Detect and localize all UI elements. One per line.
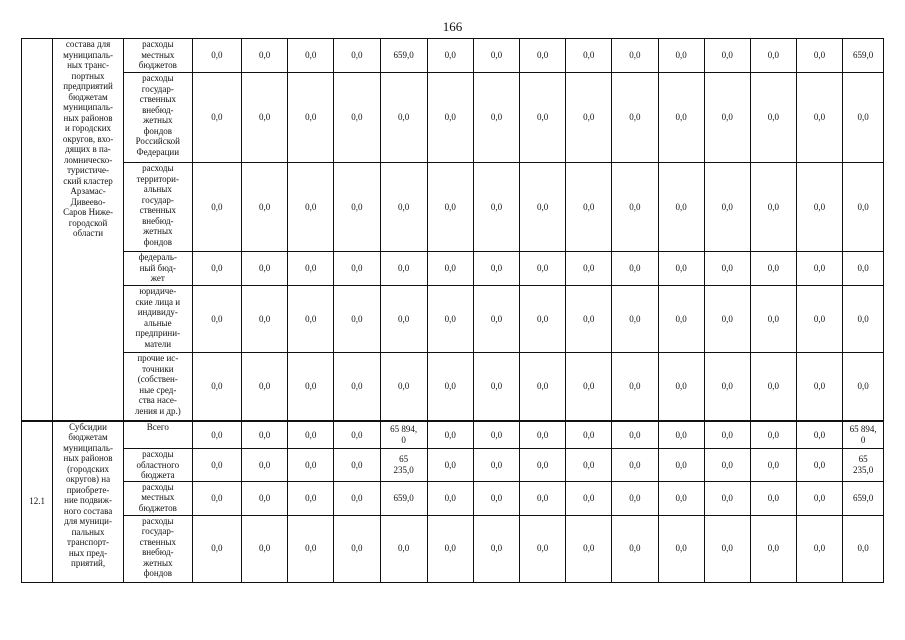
value-cell: 659,0 [843, 481, 884, 515]
value-cell: 0,0 [473, 421, 519, 449]
value-cell: 0,0 [612, 449, 658, 482]
value-cell: 0,0 [427, 481, 473, 515]
value-cell: 0,0 [192, 252, 241, 286]
value-cell: 0,0 [612, 163, 658, 252]
table-row [22, 481, 884, 515]
funding-source-cell: расходы областного бюджета [123, 449, 192, 482]
value-cell: 65 235,0 [843, 449, 884, 482]
funding-source-cell: федераль- ный бюд- жет [123, 252, 192, 286]
funding-source-cell: прочие ис- точники (собствен- ные сред- ства насе- ления и др.) [123, 353, 192, 421]
value-cell: 0,0 [704, 421, 750, 449]
budget-table [21, 38, 884, 583]
value-cell: 0,0 [612, 515, 658, 582]
value-cell: 0,0 [520, 163, 566, 252]
value-cell: 0,0 [473, 252, 519, 286]
value-cell: 0,0 [242, 286, 288, 353]
table-row [22, 449, 884, 482]
value-cell: 0,0 [566, 515, 612, 582]
value-cell: 0,0 [520, 286, 566, 353]
value-cell: 0,0 [288, 252, 334, 286]
value-cell: 0,0 [566, 73, 612, 163]
value-cell: 0,0 [380, 163, 427, 252]
value-cell: 0,0 [704, 449, 750, 482]
value-cell: 0,0 [334, 286, 380, 353]
table-row [22, 73, 884, 163]
value-cell: 0,0 [843, 163, 884, 252]
value-cell: 0,0 [427, 73, 473, 163]
value-cell: 0,0 [288, 39, 334, 73]
value-cell: 0,0 [566, 421, 612, 449]
value-cell: 0,0 [380, 515, 427, 582]
value-cell: 0,0 [242, 73, 288, 163]
value-cell: 0,0 [843, 286, 884, 353]
funding-source-cell: расходы государ- ственных внебюд- жетных фондов Российской Федерации [123, 73, 192, 163]
value-cell: 0,0 [334, 481, 380, 515]
table-row [22, 39, 884, 73]
value-cell: 0,0 [334, 73, 380, 163]
value-cell: 0,0 [612, 481, 658, 515]
value-cell: 0,0 [658, 481, 704, 515]
value-cell: 0,0 [750, 286, 796, 353]
value-cell: 0,0 [566, 252, 612, 286]
value-cell: 0,0 [473, 449, 519, 482]
value-cell: 0,0 [473, 286, 519, 353]
value-cell: 0,0 [658, 252, 704, 286]
value-cell: 0,0 [380, 286, 427, 353]
funding-source-cell: расходы территори- альных государ- ственных внебюд- жетных фондов [123, 163, 192, 252]
value-cell: 0,0 [520, 515, 566, 582]
value-cell: 0,0 [796, 515, 842, 582]
value-cell: 0,0 [242, 252, 288, 286]
table-row [22, 515, 884, 582]
value-cell: 0,0 [242, 449, 288, 482]
value-cell: 0,0 [704, 252, 750, 286]
value-cell: 0,0 [843, 353, 884, 421]
value-cell: 0,0 [796, 73, 842, 163]
value-cell: 0,0 [427, 515, 473, 582]
value-cell: 0,0 [704, 515, 750, 582]
value-cell: 0,0 [427, 449, 473, 482]
value-cell: 0,0 [704, 163, 750, 252]
table-row [22, 252, 884, 286]
row-number-cell [22, 39, 53, 421]
value-cell: 0,0 [288, 73, 334, 163]
table-row [22, 353, 884, 421]
value-cell: 0,0 [566, 449, 612, 482]
funding-source-cell: расходы местных бюджетов [123, 39, 192, 73]
value-cell: 0,0 [192, 515, 241, 582]
value-cell: 0,0 [704, 39, 750, 73]
value-cell: 0,0 [750, 421, 796, 449]
table-row [22, 421, 884, 449]
value-cell: 0,0 [242, 481, 288, 515]
value-cell: 0,0 [427, 421, 473, 449]
value-cell: 0,0 [520, 39, 566, 73]
value-cell: 0,0 [796, 421, 842, 449]
value-cell: 0,0 [427, 286, 473, 353]
value-cell: 0,0 [658, 449, 704, 482]
value-cell: 0,0 [566, 163, 612, 252]
value-cell: 0,0 [192, 73, 241, 163]
value-cell: 0,0 [658, 163, 704, 252]
value-cell: 659,0 [843, 39, 884, 73]
value-cell: 0,0 [380, 252, 427, 286]
value-cell: 0,0 [192, 39, 241, 73]
value-cell: 0,0 [288, 421, 334, 449]
value-cell: 0,0 [473, 353, 519, 421]
value-cell: 0,0 [566, 353, 612, 421]
section-b-body [22, 421, 884, 583]
table-row [22, 286, 884, 353]
value-cell: 0,0 [242, 39, 288, 73]
value-cell: 0,0 [427, 252, 473, 286]
value-cell: 0,0 [334, 353, 380, 421]
value-cell: 0,0 [473, 481, 519, 515]
value-cell: 65 894, 0 [843, 421, 884, 449]
value-cell: 0,0 [750, 163, 796, 252]
value-cell: 0,0 [288, 449, 334, 482]
value-cell: 0,0 [658, 353, 704, 421]
value-cell: 659,0 [380, 39, 427, 73]
value-cell: 0,0 [750, 353, 796, 421]
value-cell: 0,0 [750, 515, 796, 582]
value-cell: 0,0 [566, 286, 612, 353]
value-cell: 0,0 [612, 286, 658, 353]
value-cell: 0,0 [192, 449, 241, 482]
value-cell: 0,0 [750, 73, 796, 163]
value-cell: 0,0 [334, 163, 380, 252]
value-cell: 0,0 [843, 252, 884, 286]
value-cell: 0,0 [566, 481, 612, 515]
value-cell: 0,0 [566, 39, 612, 73]
value-cell: 65 894, 0 [380, 421, 427, 449]
value-cell: 0,0 [242, 515, 288, 582]
value-cell: 0,0 [288, 515, 334, 582]
value-cell: 0,0 [520, 421, 566, 449]
value-cell: 0,0 [334, 449, 380, 482]
value-cell: 0,0 [192, 481, 241, 515]
value-cell: 659,0 [380, 481, 427, 515]
value-cell: 0,0 [658, 39, 704, 73]
value-cell: 0,0 [612, 353, 658, 421]
value-cell: 0,0 [612, 73, 658, 163]
funding-source-cell: Всего [123, 421, 192, 449]
value-cell: 0,0 [380, 353, 427, 421]
value-cell: 0,0 [520, 252, 566, 286]
value-cell: 0,0 [658, 421, 704, 449]
value-cell: 0,0 [334, 39, 380, 73]
value-cell: 0,0 [750, 252, 796, 286]
value-cell: 0,0 [473, 515, 519, 582]
value-cell: 0,0 [242, 163, 288, 252]
value-cell: 0,0 [843, 515, 884, 582]
value-cell: 0,0 [520, 449, 566, 482]
value-cell: 0,0 [520, 353, 566, 421]
value-cell: 0,0 [288, 353, 334, 421]
value-cell: 0,0 [796, 39, 842, 73]
value-cell: 0,0 [750, 481, 796, 515]
value-cell: 0,0 [704, 481, 750, 515]
value-cell: 0,0 [427, 353, 473, 421]
value-cell: 0,0 [473, 73, 519, 163]
measure-name-cell: Субсидии бюджетам муниципаль- ных районов (городских округов) на приобрете- ние подвиж- ного состава для муници- пальных транспорт- ных пред- приятий, [53, 421, 124, 583]
value-cell: 0,0 [192, 421, 241, 449]
value-cell: 0,0 [334, 515, 380, 582]
value-cell: 0,0 [796, 353, 842, 421]
value-cell: 0,0 [192, 286, 241, 353]
value-cell: 0,0 [796, 481, 842, 515]
funding-source-cell: расходы местных бюджетов [123, 481, 192, 515]
value-cell: 0,0 [704, 353, 750, 421]
value-cell: 0,0 [192, 353, 241, 421]
value-cell: 0,0 [658, 515, 704, 582]
row-number-cell: 12.1 [22, 421, 53, 583]
value-cell: 0,0 [473, 39, 519, 73]
value-cell: 0,0 [473, 163, 519, 252]
value-cell: 0,0 [658, 286, 704, 353]
value-cell: 0,0 [520, 73, 566, 163]
value-cell: 0,0 [288, 481, 334, 515]
value-cell: 0,0 [288, 163, 334, 252]
funding-source-cell: юридиче- ские лица и индивиду- альные предприни- матели [123, 286, 192, 353]
value-cell: 0,0 [334, 421, 380, 449]
value-cell: 0,0 [334, 252, 380, 286]
value-cell: 0,0 [380, 73, 427, 163]
value-cell: 0,0 [612, 421, 658, 449]
value-cell: 0,0 [704, 286, 750, 353]
value-cell: 0,0 [242, 353, 288, 421]
value-cell: 0,0 [796, 286, 842, 353]
table-row [22, 163, 884, 252]
value-cell: 0,0 [612, 252, 658, 286]
value-cell: 0,0 [750, 449, 796, 482]
value-cell: 0,0 [288, 286, 334, 353]
value-cell: 0,0 [796, 449, 842, 482]
value-cell: 0,0 [843, 73, 884, 163]
value-cell: 0,0 [612, 39, 658, 73]
value-cell: 0,0 [192, 163, 241, 252]
value-cell: 65 235,0 [380, 449, 427, 482]
page-number: 166 [442, 19, 463, 34]
value-cell: 0,0 [427, 163, 473, 252]
value-cell: 0,0 [427, 39, 473, 73]
value-cell: 0,0 [796, 163, 842, 252]
value-cell: 0,0 [750, 39, 796, 73]
value-cell: 0,0 [796, 252, 842, 286]
funding-source-cell: расходы государ- ственных внебюд- жетных фондов [123, 515, 192, 582]
value-cell: 0,0 [704, 73, 750, 163]
value-cell: 0,0 [242, 421, 288, 449]
value-cell: 0,0 [658, 73, 704, 163]
section-a-body [22, 39, 884, 421]
value-cell: 0,0 [520, 481, 566, 515]
measure-name-cell: состава для муниципаль- ных транс- портных предприятий бюджетам муниципаль- ных районов и городских округов, вхо- дящих в па- ломническо- туристиче- ский кластер Арзамас- Дивеево- Саров Ниже- городской области [53, 39, 124, 421]
